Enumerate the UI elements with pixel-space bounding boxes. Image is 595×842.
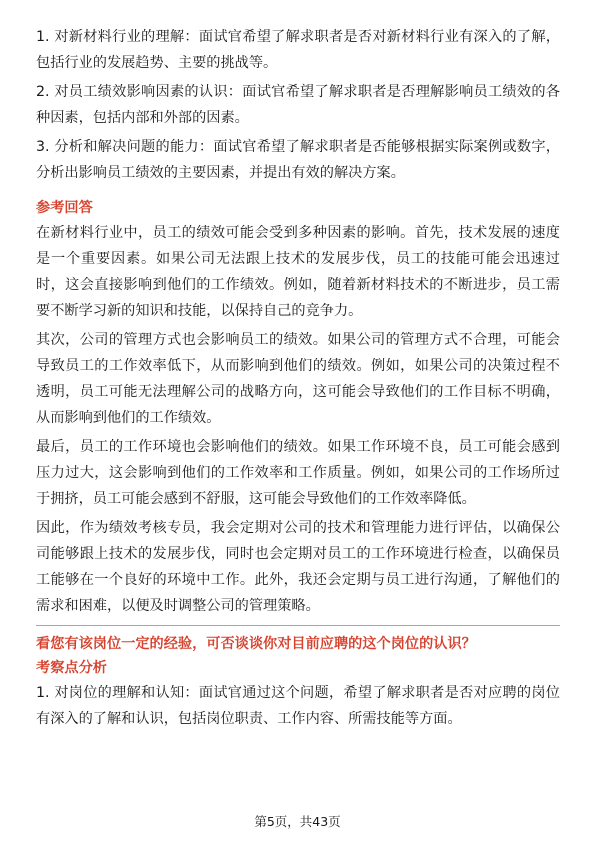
page-footer: 第5页，共43页 <box>254 814 341 829</box>
answer-heading: 参考回答 <box>36 200 93 216</box>
intro-point-3: 3. 分析和解决问题的能力：面试官希望了解求职者是否能够根据实际案例或数字，分析出影响员工绩效的主要因素，并提出有效的解决方案。 <box>36 139 560 181</box>
intro-point-1: 1. 对新材料行业的理解：面试官希望了解求职者是否对新材料行业有深入的了解，包括行业的发展趋势、主要的挑战等。 <box>36 29 560 71</box>
analysis-point-1: 1. 对岗位的理解和认知：面试官通过这个问题，希望了解求职者是否对应聘的岗位有深入的了解和认识，包括岗位职责、工作内容、所需技能等方面。 <box>36 685 560 727</box>
answer-paragraph-1: 在新材料行业中，员工的绩效可能会受到多种因素的影响。首先，技术发展的速度是一个重要因素。如果公司无法跟上技术的发展步伐，员工的技能可能会迅速过时，这会直接影响到他们的工作绩效。例如，随着新材料技术的不断进步，员工需要不断学习新的知识和技能，以保持自己的竞争力。 <box>36 225 560 319</box>
answer-paragraph-3: 最后，员工的工作环境也会影响他们的绩效。如果工作环境不良，员工可能会感到压力过大，这会影响到他们的工作效率和工作质量。例如，如果公司的工作场所过于拥挤，员工可能会感到不舒服，这可能会导致他们的工作效率降低。 <box>36 439 560 507</box>
section-divider <box>36 625 560 626</box>
answer-paragraph-4: 因此，作为绩效考核专员，我会定期对公司的技术和管理能力进行评估，以确保公司能够跟上技术的发展步伐，同时也会定期对员工的工作环境进行检查，以确保员工能够在一个良好的环境中工作。此外，我还会定期与员工进行沟通，了解他们的需求和困难，以便及时调整公司的管理策略。 <box>36 520 560 614</box>
intro-point-2: 2. 对员工绩效影响因素的认识：面试官希望了解求职者是否理解影响员工绩效的各种因素，包括内部和外部的因素。 <box>36 84 560 126</box>
next-question: 看您有该岗位一定的经验，可否谈谈你对目前应聘的这个岗位的认识？ <box>36 636 476 652</box>
page-content <box>36 24 560 735</box>
answer-paragraph-2: 其次，公司的管理方式也会影响员工的绩效。如果公司的管理方式不合理，可能会导致员工的工作效率低下，从而影响到他们的绩效。例如，如果公司的决策过程不透明，员工可能无法理解公司的战略方向，这可能会导致他们的工作目标不明确，从而影响到他们的工作绩效。 <box>36 332 560 426</box>
analysis-heading: 考察点分析 <box>36 660 107 676</box>
